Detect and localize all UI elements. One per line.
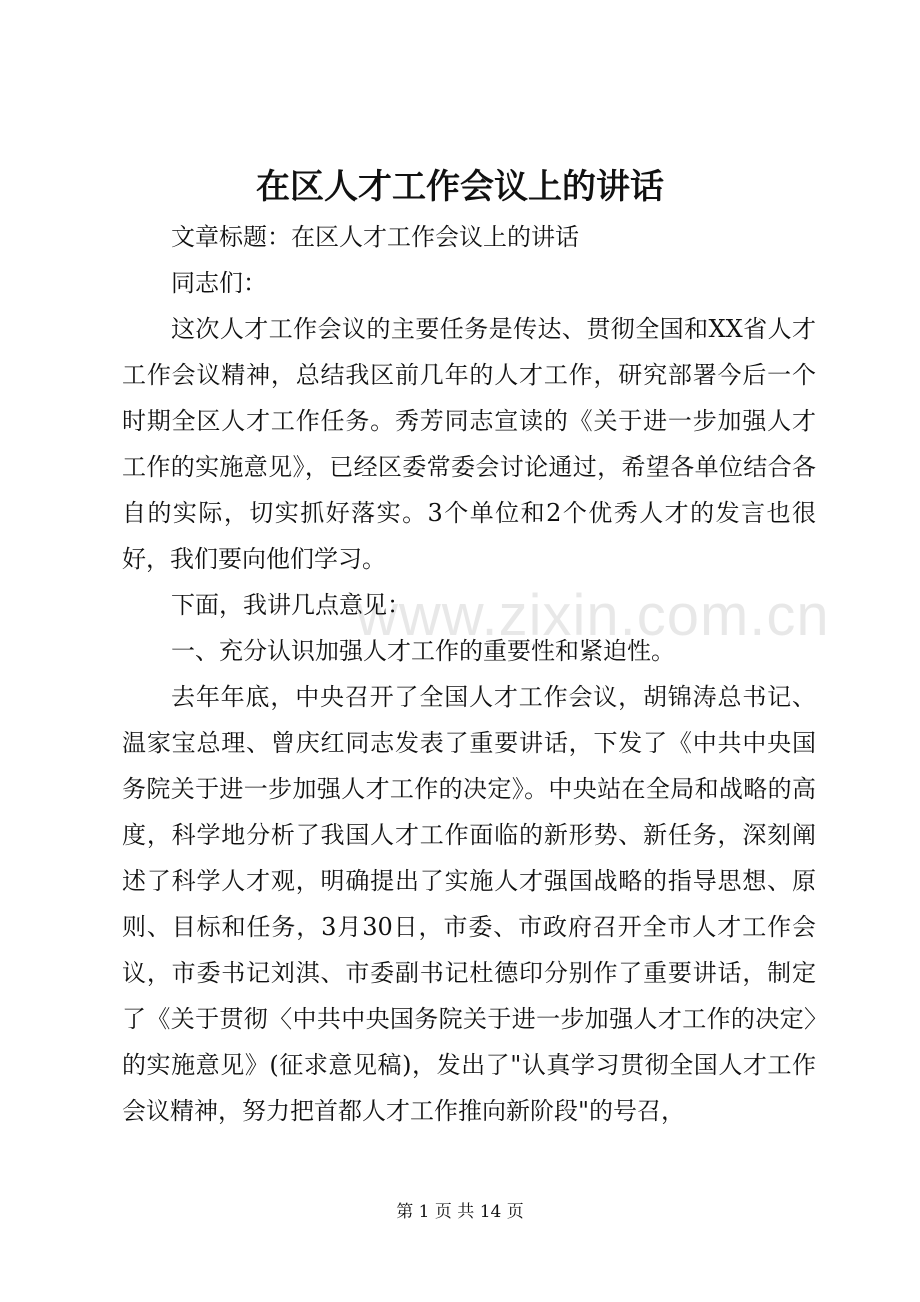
page-footer: 第 1 页 共 14 页 xyxy=(396,1202,524,1222)
section-heading-1: 一、充分认识加强人才工作的重要性和紧迫性。 xyxy=(171,637,675,665)
document-body xyxy=(122,214,816,1134)
paragraph-article-title: 文章标题：在区人才工作会议上的讲话 xyxy=(171,223,579,251)
paragraph-background: 去年年底，中央召开了全国人才工作会议，胡锦涛总书记、温家宝总理、曾庆红同志发表了重要讲话，下发了《中共中央国务院关于进一步加强人才工作的决定》。中央站在全局和战略的高度，科学地分析了我国人才工作面临的新形势、新任务，深刻阐述了科学人才观，明确提出了实施人才强国战略的指导思想、原则、目标和任务，3月30日，市委、市政府召开全市人才工作会议，市委书记刘淇、市委副书记杜德印分别作了重要讲话，制定了《关于贯彻〈中共中央国务院关于进一步加强人才工作的决定〉的实施意见》(征求意见稿)，发出了"认真学习贯彻全国人才工作会议精神，努力把首都人才工作推向新阶段"的号召， xyxy=(122,683,816,1125)
watermark: www.zixin.com.cn xyxy=(356,583,830,648)
paragraph-salutation: 同志们： xyxy=(171,269,267,297)
document-title: 在区人才工作会议上的讲话 xyxy=(256,167,664,207)
paragraph-transition: 下面，我讲几点意见： xyxy=(171,591,411,619)
paragraph-intro: 这次人才工作会议的主要任务是传达、贯彻全国和XX省人才工作会议精神，总结我区前几年的人才工作，研究部署今后一个时期全区人才工作任务。秀芳同志宣读的《关于进一步加强人才工作的实施意见》，已经区委常委会讨论通过，希望各单位结合各自的实际，切实抓好落实。3个单位和2个优秀人才的发言也很好，我们要向他们学习。 xyxy=(122,315,816,573)
